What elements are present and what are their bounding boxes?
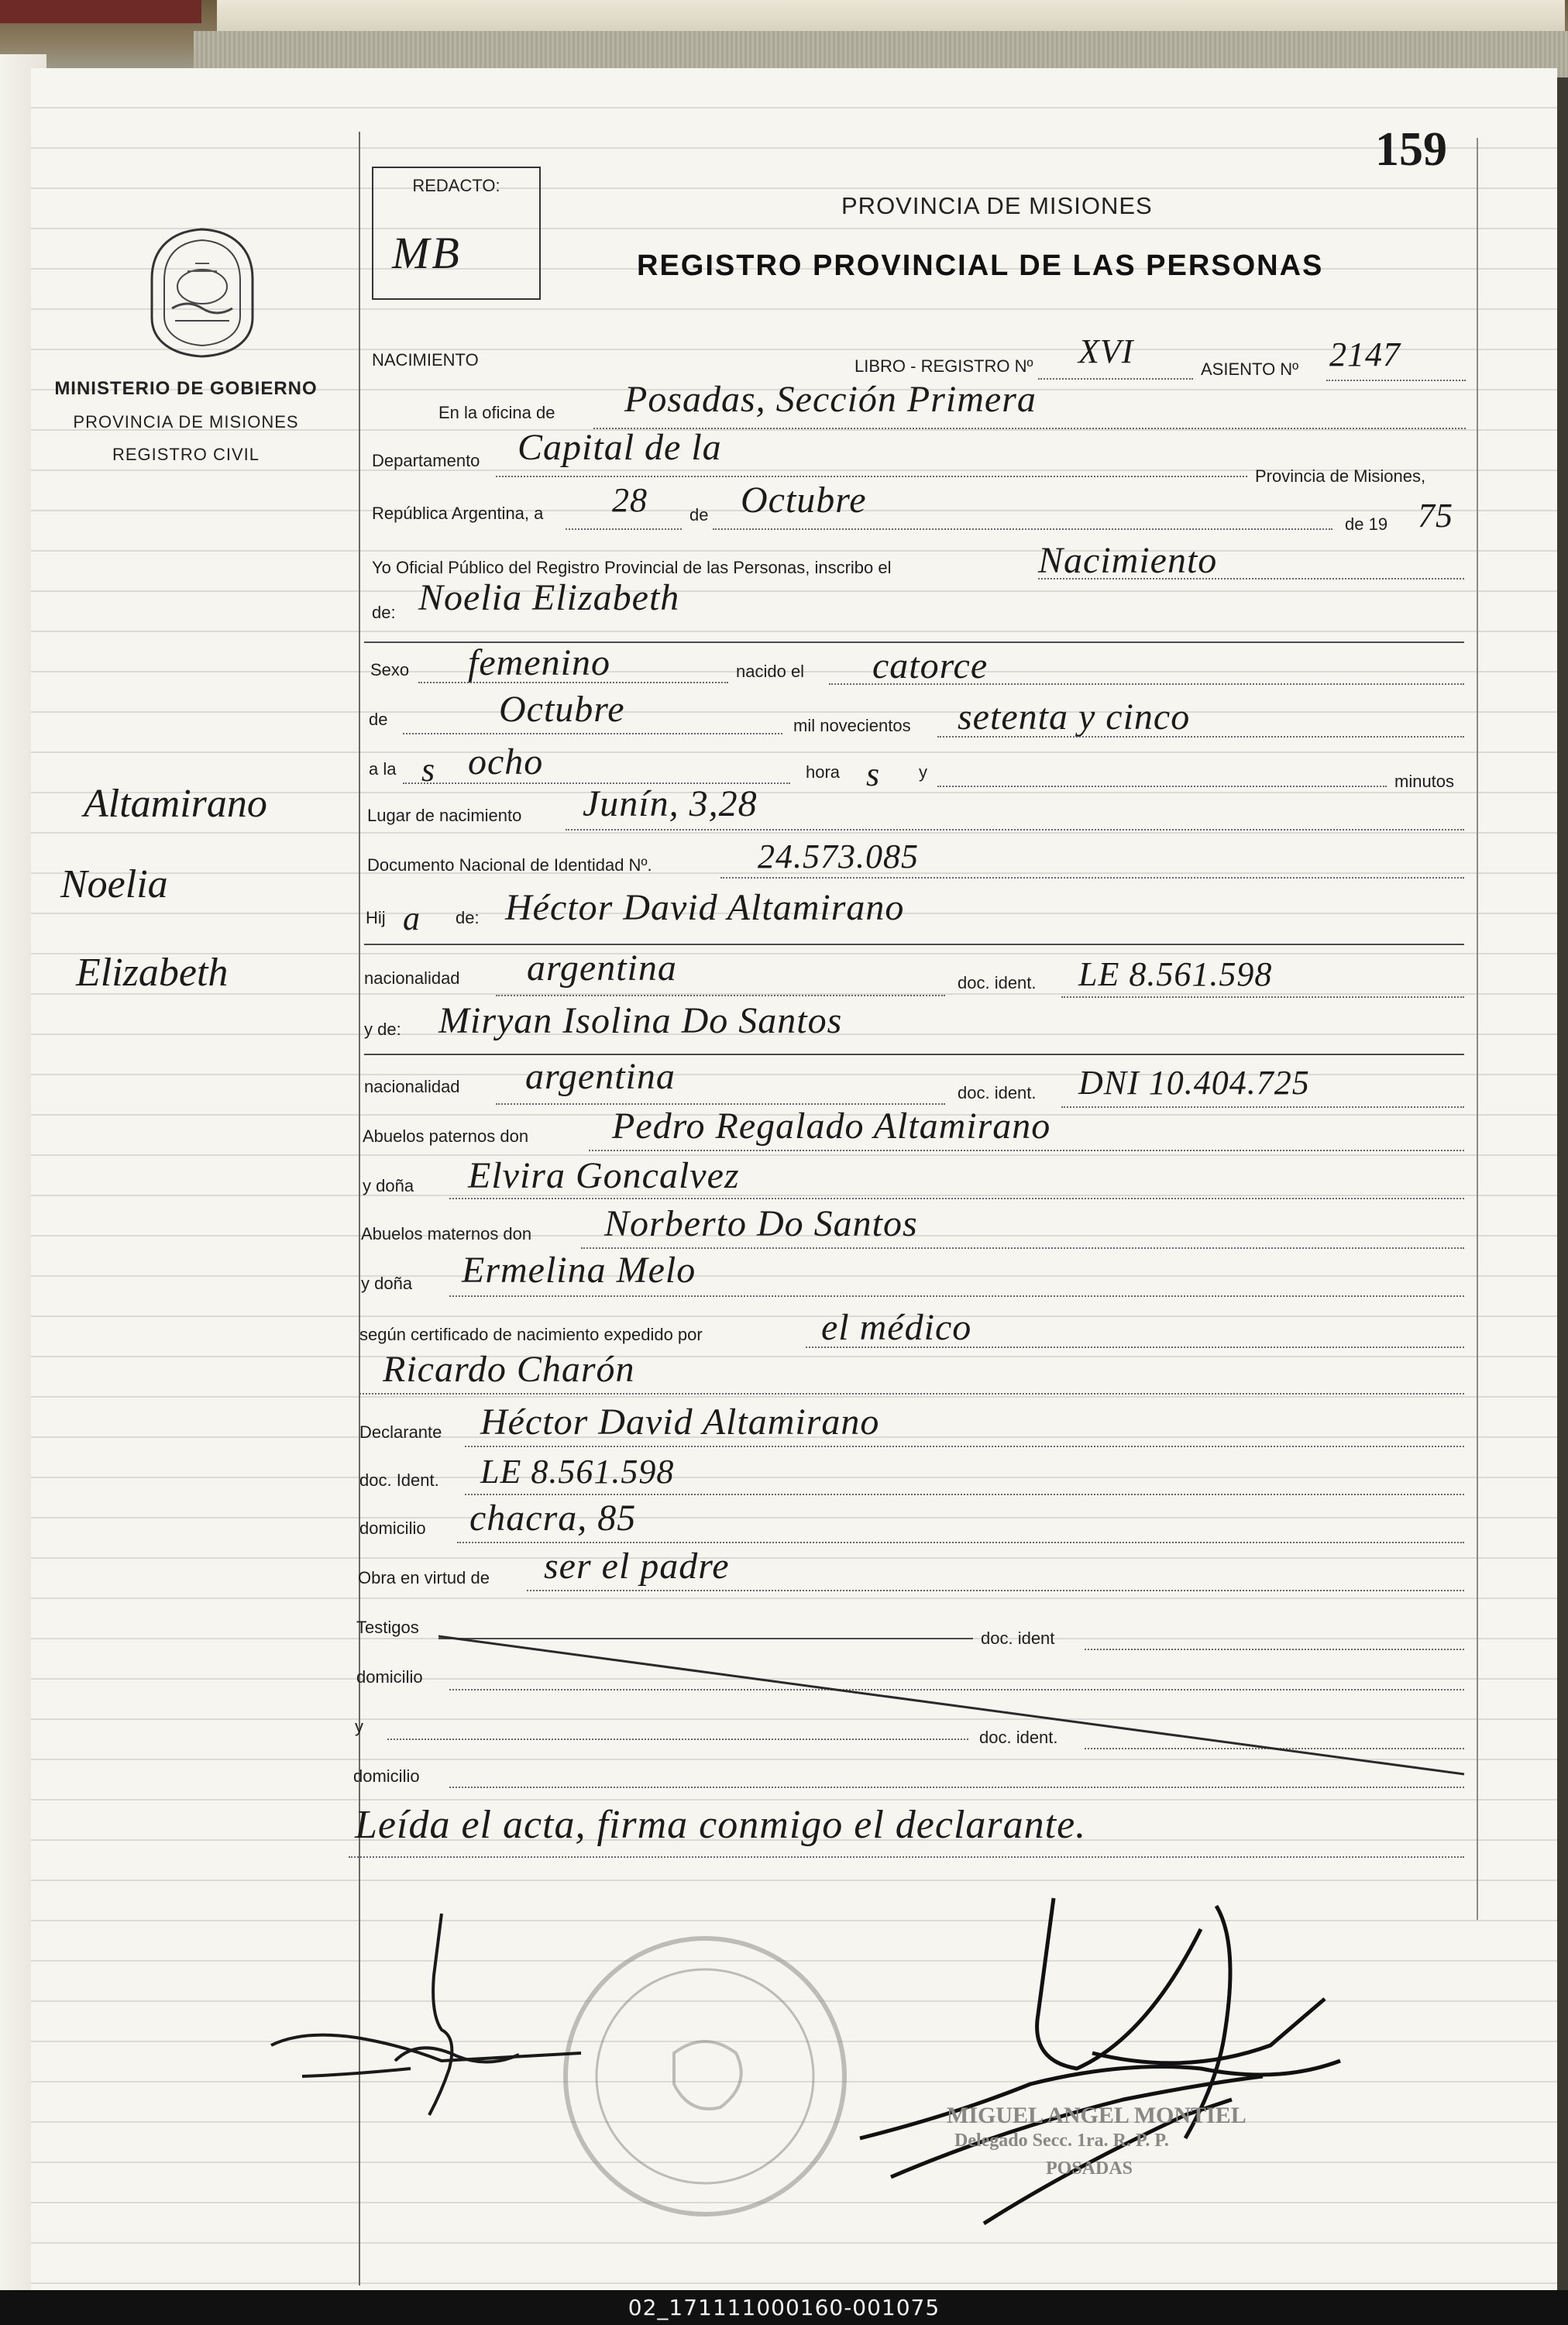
doc-declarante-line (465, 1494, 1464, 1495)
abuelos-paternos-label: Abuelos paternos don (363, 1126, 529, 1146)
obra-value: ser el padre (544, 1546, 730, 1587)
doc-madre-value: DNI 10.404.725 (1078, 1064, 1310, 1102)
doc-ident-padre-label: doc. ident. (958, 973, 1037, 992)
domicilio-testigo-label: domicilio (356, 1667, 423, 1687)
madre-value: Miryan Isolina Do Santos (438, 1000, 843, 1041)
abuelo-mat-line (581, 1247, 1464, 1249)
de-19-label: de 19 (1345, 514, 1388, 534)
de-label: de (689, 505, 709, 525)
stamp-role: Delegado Secc. 1ra. R. P. P. (954, 2131, 1169, 2151)
nac-madre-value: argentina (525, 1056, 676, 1097)
inscribo-value: Nacimiento (1038, 540, 1218, 581)
nacionalidad-madre-label: nacionalidad (364, 1077, 460, 1096)
departamento-value: Capital de la (518, 427, 722, 468)
anio-value: 75 (1418, 497, 1453, 535)
mes-nac-de-label: de (369, 710, 388, 729)
obra-label: Obra en virtud de (358, 1568, 490, 1587)
doc-ident-madre-label: doc. ident. (958, 1083, 1037, 1102)
stamp-city: POSADAS (1046, 2158, 1133, 2179)
padre-value: Héctor David Altamirano (505, 887, 905, 928)
ministry-line-3: REGISTRO CIVIL (112, 445, 260, 464)
leida-text: Leída el acta, firma conmigo el declarante. (355, 1803, 1087, 1847)
y-dona-pat-label: y doña (363, 1176, 414, 1195)
padre-line (364, 944, 1464, 945)
nombre-de-label: de: (372, 603, 396, 622)
y-testigo-label: y (355, 1717, 363, 1736)
declarant-signature (271, 1914, 581, 2115)
libro-line (1038, 378, 1193, 380)
domicilio-value: chacra, 85 (469, 1498, 637, 1539)
abuelo-mat-value: Norberto Do Santos (604, 1203, 918, 1244)
image-id-label: 02_171111000160-001075 (628, 2295, 940, 2320)
ministry-line-1: MINISTERIO DE GOBIERNO (54, 378, 318, 399)
ministry-line-2: PROVINCIA DE MISIONES (73, 412, 299, 432)
republica-label: República Argentina, a (372, 504, 544, 523)
anio-nac-line (937, 736, 1464, 738)
hora-suffix-2: s (866, 755, 881, 793)
oficina-value: Posadas, Sección Primera (624, 379, 1037, 420)
lugar-line (566, 829, 1464, 831)
mes-value: Octubre (741, 480, 867, 521)
sexo-label: Sexo (370, 660, 410, 679)
certificado-2-line (359, 1393, 1464, 1395)
oficina-label: En la oficina de (438, 403, 555, 422)
nac-padre-value: argentina (527, 948, 677, 989)
cover-swatch (0, 0, 201, 23)
nombre-value: Noelia Elizabeth (418, 577, 680, 618)
y-de-label: y de: (364, 1020, 401, 1039)
nacido-line (829, 683, 1464, 685)
abuelos-maternos-label: Abuelos maternos don (361, 1224, 532, 1243)
declarante-value: Héctor David Altamirano (480, 1402, 880, 1443)
departamento-line (496, 476, 1247, 477)
doc-padre-line (1061, 996, 1464, 998)
strike-line (434, 1627, 1472, 1782)
anio-nac-value: setenta y cinco (958, 696, 1191, 738)
dni-value: 24.573.085 (758, 837, 919, 875)
hora-value: ocho (468, 741, 544, 782)
abuela-mat-line (449, 1295, 1464, 1297)
lugar-value: Junín, 3,28 (583, 783, 758, 824)
doc-ident-testigo-2-label: doc. ident. (979, 1728, 1058, 1747)
nacionalidad-padre-label: nacionalidad (364, 968, 460, 988)
oficina-line (593, 428, 1466, 429)
declarante-line (465, 1446, 1464, 1447)
dni-line (720, 877, 1464, 879)
minutos-line (937, 786, 1387, 787)
leida-line (349, 1856, 1464, 1858)
provincia-misiones-label: Provincia de Misiones, (1255, 466, 1426, 486)
yo-oficial-label: Yo Oficial Público del Registro Provincial de las Personas, inscribo el (372, 558, 892, 577)
inscribo-line (1038, 578, 1464, 580)
abuelo-pat-line (589, 1150, 1464, 1151)
libro-label: LIBRO - REGISTRO Nº (854, 356, 1033, 376)
previous-page-strip (217, 0, 1565, 31)
margin-note-second-name: Elizabeth (76, 951, 229, 995)
page-number: 159 (1375, 123, 1447, 176)
domicilio-line (457, 1542, 1464, 1543)
obra-line (527, 1590, 1464, 1591)
hij-label: Hij (366, 908, 386, 927)
dia-line (566, 528, 682, 530)
margin-note-first-name: Noelia (60, 862, 168, 906)
doc-declarante-value: LE 8.561.598 (480, 1453, 675, 1491)
nacido-el-label: nacido el (736, 662, 805, 681)
asiento-line (1326, 380, 1466, 381)
horas-label: hora (806, 762, 841, 782)
redacto-label: REDACTO: (412, 176, 500, 195)
segun-label: según certificado de nacimiento expedido por (359, 1325, 703, 1344)
documento-label: Documento Nacional de Identidad Nº. (367, 855, 652, 875)
asiento-value: 2147 (1329, 335, 1401, 373)
mil-novecientos-label: mil novecientos (793, 716, 911, 735)
province-heading: PROVINCIA DE MISIONES (841, 192, 1153, 219)
margin-note-surname: Altamirano (84, 782, 267, 826)
departamento-label: Departamento (372, 451, 480, 470)
registry-heading: REGISTRO PROVINCIAL DE LAS PERSONAS (637, 249, 1324, 282)
y-dona-mat-label: y doña (361, 1274, 413, 1293)
redacto-box (372, 167, 541, 300)
lugar-label: Lugar de nacimiento (367, 806, 522, 825)
hora-suffix: s (421, 751, 436, 789)
libro-value: XVI (1078, 332, 1134, 370)
declarante-label: Declarante (359, 1422, 442, 1442)
doc-padre-value: LE 8.561.598 (1078, 955, 1273, 993)
redacto-initials: MB (392, 228, 462, 278)
minutos-label: minutos (1394, 772, 1455, 791)
asiento-label: ASIENTO Nº (1201, 359, 1299, 379)
hij-de-label: de: (456, 908, 480, 927)
ministry-block (46, 378, 325, 465)
a-las-label: a la (369, 759, 397, 779)
mes-line (713, 528, 1332, 530)
sexo-line (418, 682, 728, 683)
testigos-label: Testigos (356, 1618, 419, 1637)
mes-nac-line (403, 733, 782, 734)
right-margin-rule (1477, 138, 1478, 1920)
abuelo-pat-value: Pedro Regalado Altamirano (612, 1106, 1051, 1147)
coat-of-arms-seal-icon (141, 225, 263, 360)
signatures-and-stamp (256, 1883, 1464, 2285)
abuela-mat-value: Ermelina Melo (462, 1250, 696, 1291)
round-stamp (566, 1938, 844, 2214)
doc-ident-testigo-label: doc. ident (981, 1629, 1055, 1648)
certificado-line (806, 1347, 1464, 1348)
doc-ident-declarante-label: doc. Ident. (359, 1470, 439, 1490)
hij-suffix: a (403, 899, 421, 937)
nacido-el-value: catorce (872, 645, 989, 686)
abuela-pat-value: Elvira Goncalvez (468, 1155, 740, 1196)
certificado-value: el médico (821, 1307, 972, 1348)
sexo-value: femenino (468, 642, 610, 683)
domicilio-testigo-2-line (449, 1787, 1464, 1788)
stamp-name: MIGUEL ANGEL MONTIEL (947, 2103, 1246, 2128)
domicilio-testigo-2-label: domicilio (353, 1766, 420, 1786)
domicilio-label: domicilio (359, 1518, 426, 1538)
mes-nac-value: Octubre (499, 689, 625, 730)
book-cover-top (0, 0, 1568, 70)
nac-padre-line (496, 995, 945, 996)
certificado-2-value: Ricardo Charón (383, 1349, 635, 1390)
dia-value: 28 (612, 481, 648, 519)
footer-band (0, 2290, 1568, 2325)
nacimiento-label: NACIMIENTO (372, 350, 479, 370)
y-label: y (919, 762, 927, 782)
doc-madre-line (1061, 1106, 1464, 1108)
abuela-pat-line (449, 1198, 1464, 1199)
